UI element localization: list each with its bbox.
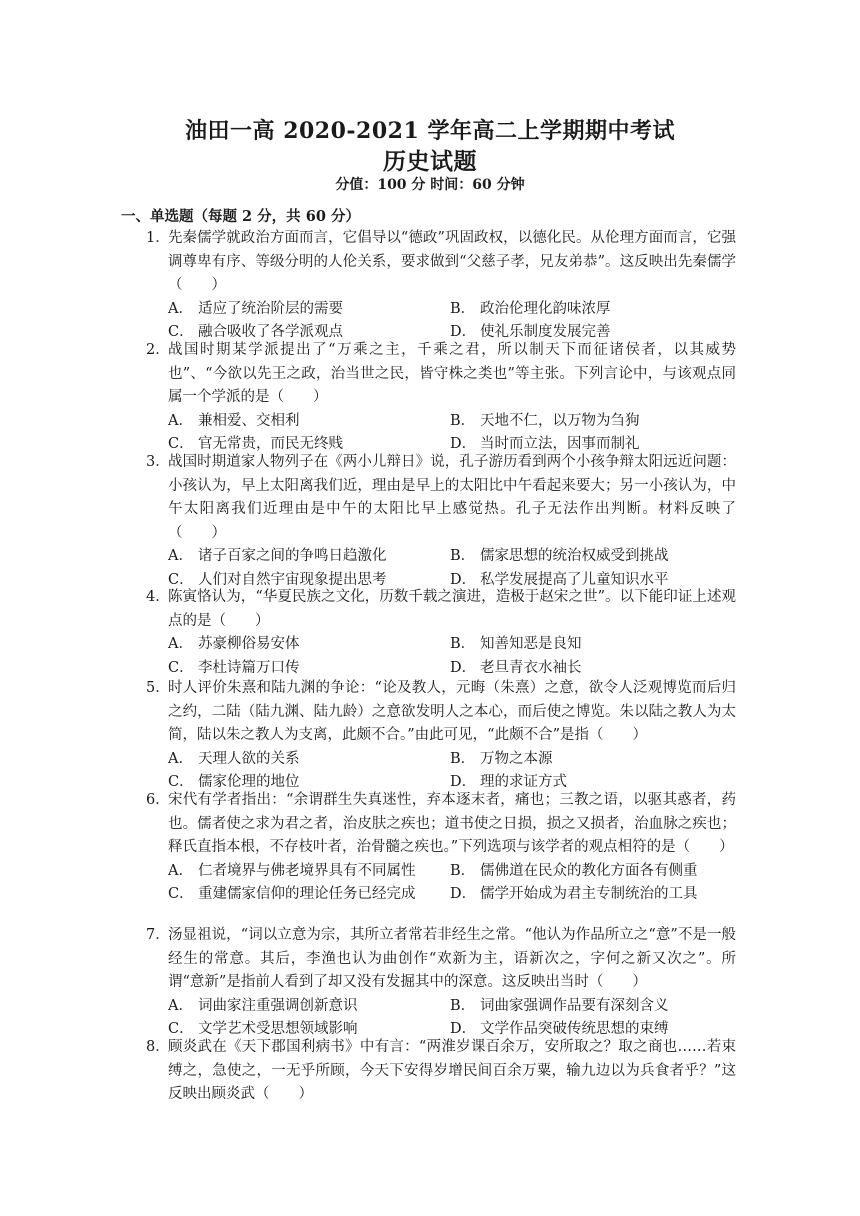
- option-a[interactable]: [168, 860, 450, 884]
- option-b[interactable]: [450, 298, 740, 322]
- option-text: 万物之本源: [480, 750, 553, 767]
- option-key: A．: [168, 997, 193, 1014]
- option-text: 词曲家强调作品要有深刻含义: [480, 997, 669, 1014]
- question-number: 8．: [146, 1039, 170, 1055]
- option-text: 仁者境界与佛老境界具有不同属性: [198, 862, 416, 879]
- option-key: C．: [168, 436, 194, 452]
- question-8: [146, 1036, 736, 1107]
- question-2: [146, 339, 736, 457]
- question-number: 5．: [146, 680, 170, 696]
- question-1: [146, 227, 736, 345]
- question-stem: 顾炎武在《天下郡国利病书》中有言：“两淮岁课百余万，安所取之？取之商也……若束缚之，急使之，一无乎所顾，今天下安得岁增民间百余万粟，输九边以为兵食者乎？”这反映出顾炎武（ ）: [168, 1039, 736, 1102]
- option-key: A．: [168, 300, 193, 317]
- option-text: 融合吸收了各学派观点: [198, 324, 343, 340]
- option-key: C．: [168, 886, 194, 902]
- options: [168, 633, 736, 680]
- question-3: [146, 451, 736, 592]
- section-heading: 一、单选题（每题 2 分，共 60 分）: [121, 208, 360, 225]
- option-key: C．: [168, 659, 194, 676]
- option-key: A．: [168, 412, 193, 429]
- option-text: 天地不仁，以万物为刍狗: [480, 412, 640, 429]
- option-text: 儒学开始成为君主专制统治的工具: [480, 886, 698, 902]
- options: [168, 298, 736, 345]
- option-key: B．: [450, 548, 476, 564]
- options: [168, 545, 736, 592]
- option-key: C．: [168, 324, 194, 340]
- option-text: 文学作品突破传统思想的束缚: [480, 1021, 669, 1037]
- question-7: [146, 924, 736, 1042]
- option-key: C．: [168, 1021, 194, 1037]
- question-5: [146, 677, 736, 795]
- option-a[interactable]: [168, 545, 450, 569]
- option-key: D．: [450, 1021, 477, 1037]
- question-number: 7．: [146, 927, 170, 943]
- option-text: 兼相爱、交相利: [198, 412, 300, 429]
- exam-subject: 历史试题: [383, 148, 477, 175]
- question-number: 3．: [146, 454, 170, 470]
- option-b[interactable]: [450, 545, 740, 569]
- option-text: 苏豪柳俗易安体: [198, 636, 300, 652]
- option-key: B．: [450, 636, 476, 652]
- question-stem: 先秦儒学就政治方面而言，它倡导以“德政”巩固政权，以德化民。从伦理方面而言，它强调尊卑有序、等级分明的人伦关系，要求做到“父慈子孝，兄友弟恭”。这反映出先秦儒学（ ）: [168, 230, 736, 293]
- option-text: 适应了统治阶层的需要: [198, 300, 343, 317]
- option-key: B．: [450, 997, 476, 1014]
- exam-meta: 分值：100 分 时间：60 分钟: [335, 177, 525, 193]
- option-c[interactable]: [168, 883, 450, 907]
- question-number: 2．: [146, 342, 170, 358]
- option-text: 理的求证方式: [480, 774, 567, 790]
- option-text: 天理人欲的关系: [198, 750, 300, 767]
- question-stem: 战国时期某学派提出了“万乘之主，千乘之君，所以制天下而征诸侯者，以其威势也”、“今欲以先王之政，治当世之民，皆守株之类也”等主张。下列言论中，与该观点同属一个学派的是（ ）: [168, 342, 736, 405]
- options: [168, 410, 736, 457]
- question-number: 6．: [146, 792, 170, 808]
- exam-title: 油田一高 2020-2021 学年高二上学期期中考试: [185, 118, 675, 144]
- question-number: 4．: [146, 589, 170, 605]
- options: [168, 748, 736, 795]
- option-d[interactable]: [450, 883, 740, 907]
- options: [168, 860, 736, 907]
- option-b[interactable]: [450, 860, 740, 884]
- option-key: A．: [168, 862, 193, 879]
- option-b[interactable]: [450, 748, 740, 772]
- option-text: 文学艺术受思想领域影响: [198, 1021, 358, 1037]
- option-text: 政治伦理化韵味浓厚: [480, 300, 611, 317]
- option-key: D．: [450, 659, 477, 676]
- option-key: B．: [450, 750, 476, 767]
- question-stem: 汤显祖说，“词以立意为宗，其所立者常若非经生之常。“他认为作品所立之“意”不是一般经生的常意。其后，李渔也认为曲创作“欢新为主，语新次之，字何之新又次之”。所谓“意新”是指前人看到了却又没有发掘其中的深意。这反映出当时（ ）: [168, 927, 736, 990]
- question-4: [146, 586, 736, 680]
- option-key: C．: [168, 774, 194, 790]
- option-a[interactable]: [168, 298, 450, 322]
- option-b[interactable]: [450, 410, 740, 434]
- option-key: D．: [450, 571, 477, 588]
- option-b[interactable]: [450, 633, 740, 657]
- option-key: B．: [450, 300, 476, 317]
- question-stem: 宋代有学者指出：“余谓群生失真迷性，弃本逐末者，痛也；三教之语，以驱其惑者，药也。儒者使之求为君之者，治皮肤之疾也；道书使之日损，损之又损者，治血脉之疾也；释氏直指本根，不存枝叶者，治骨髓之疾也。”下列选项与该学者的观点相符的是（ ）: [168, 792, 736, 855]
- question-number: 1．: [146, 230, 170, 246]
- option-text: 人们对自然宇宙现象提出思考: [198, 571, 387, 588]
- question-stem: 战国时期道家人物列子在《两小儿辩日》说，孔子游历看到两个小孩争辩太阳远近问题：小孩认为，早上太阳离我们近，理由是早上的太阳比中午看起来要大；另一小孩认为，中午太阳离我们近理由是中午的太阳比早上感觉热。孔子无法作出判断。材料反映了（ ）: [168, 454, 736, 541]
- option-text: 私学发展提高了儿童知识水平: [480, 571, 669, 588]
- option-a[interactable]: [168, 410, 450, 434]
- option-text: 重建儒家信仰的理论任务已经完成: [198, 886, 416, 902]
- option-text: 知善知恶是良知: [480, 636, 582, 652]
- option-key: C．: [168, 571, 194, 588]
- option-text: 使礼乐制度发展完善: [480, 324, 611, 340]
- options: [168, 995, 736, 1042]
- option-key: B．: [450, 862, 476, 879]
- option-text: 当时而立法，因事而制礼: [480, 436, 640, 452]
- option-key: A．: [168, 636, 193, 652]
- option-text: 词曲家注重强调创新意识: [198, 997, 358, 1014]
- option-key: D．: [450, 886, 477, 902]
- option-key: D．: [450, 774, 477, 790]
- question-stem: 时人评价朱熹和陆九渊的争论：“论及教人，元晦（朱熹）之意，欲令人泛观博览而后归之约，二陆（陆九渊、陆九龄）之意欲发明人之本心，而后使之博览。朱以陆之教人为太简，陆以朱之教人为支离，此颇不合。”由此可见，“此颇不合”是指（ ）: [168, 680, 736, 743]
- option-a[interactable]: [168, 748, 450, 772]
- option-text: 李杜诗篇万口传: [198, 659, 300, 676]
- option-a[interactable]: [168, 995, 450, 1019]
- option-key: A．: [168, 548, 193, 564]
- option-text: 儒家伦理的地位: [198, 774, 300, 790]
- option-text: 儒佛道在民众的教化方面各有侧重: [480, 862, 698, 879]
- option-key: B．: [450, 412, 476, 429]
- option-text: 儒家思想的统治权威受到挑战: [480, 548, 669, 564]
- option-b[interactable]: [450, 995, 740, 1019]
- question-stem: 陈寅恪认为，“华夏民族之文化，历数千载之演进，造极于赵宋之世”。以下能印证上述观点的是（ ）: [168, 589, 736, 629]
- option-text: 老旦青衣水袖长: [480, 659, 582, 676]
- option-a[interactable]: [168, 633, 450, 657]
- option-text: 诸子百家之间的争鸣日趋激化: [198, 548, 387, 564]
- option-text: 官无常贵，而民无终贱: [198, 436, 343, 452]
- option-key: D．: [450, 436, 477, 452]
- option-key: A．: [168, 750, 193, 767]
- option-key: D．: [450, 324, 477, 340]
- question-6: [146, 789, 736, 907]
